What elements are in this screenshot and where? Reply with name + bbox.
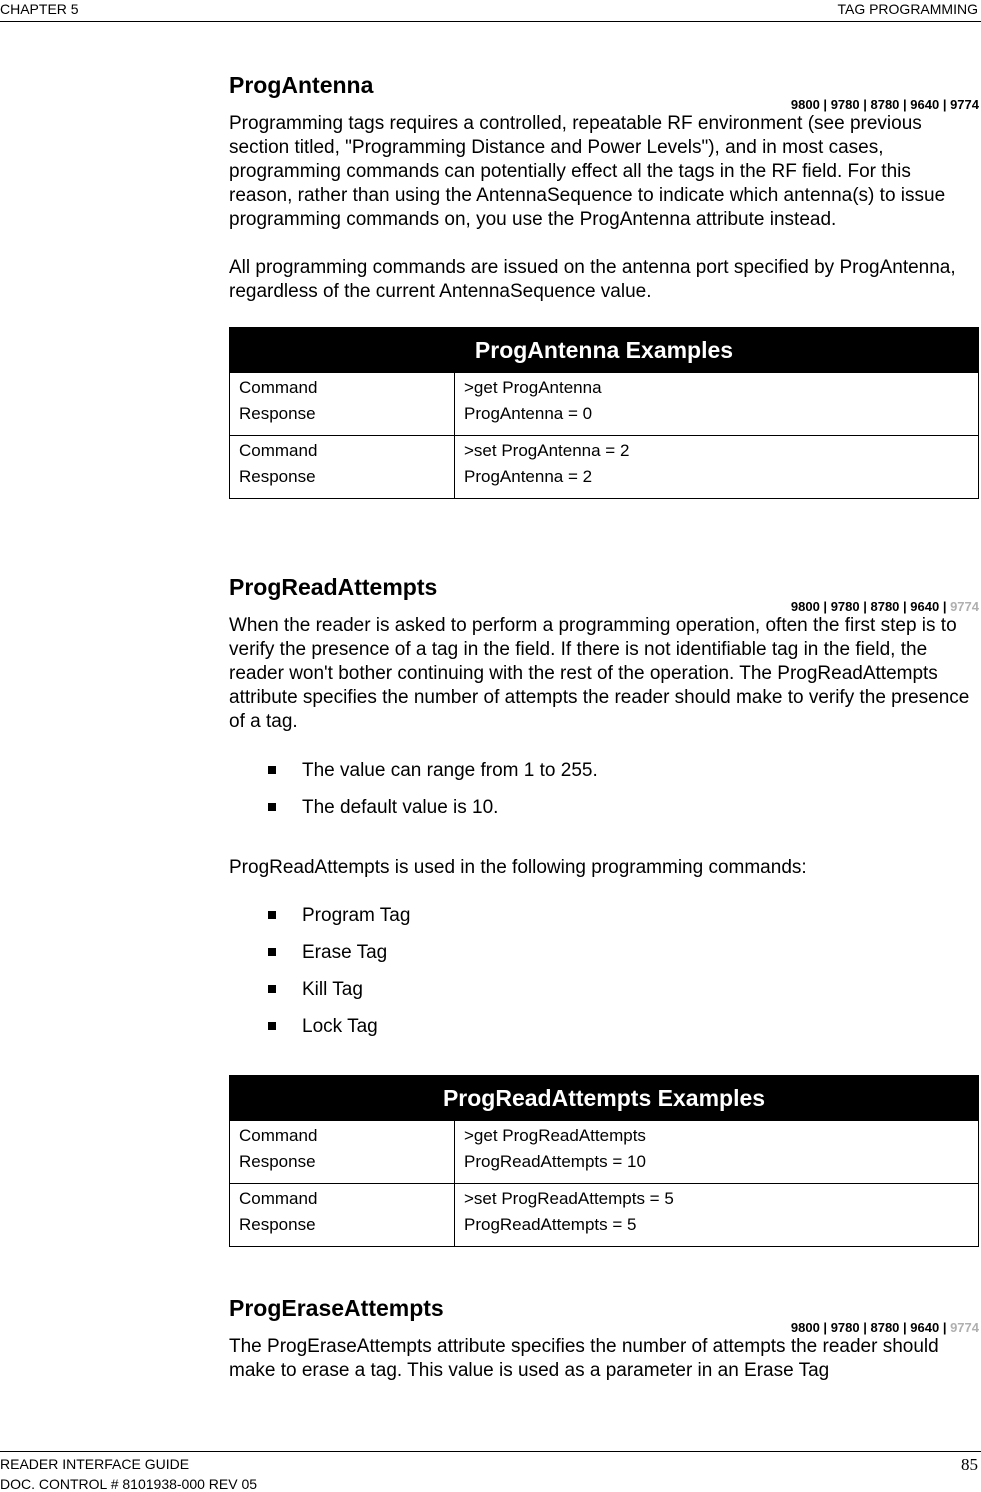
model: 9640 bbox=[910, 1320, 940, 1335]
row-value: >get ProgReadAttempts bbox=[464, 1126, 646, 1145]
row-label: Response bbox=[239, 467, 316, 486]
section-title: ProgEraseAttempts bbox=[229, 1295, 444, 1321]
paragraph: The ProgEraseAttempts attribute specifies the number of attempts the reader should make to erase a tag. This value is used as a parameter in an Erase Tag bbox=[229, 1336, 939, 1381]
section-label: TAG PROGRAMMING bbox=[837, 1, 978, 17]
section-progantenna bbox=[229, 72, 979, 499]
row-value: >set ProgReadAttempts = 5 bbox=[464, 1189, 674, 1208]
model: 9640 bbox=[910, 97, 940, 112]
table-row bbox=[230, 436, 979, 499]
model: 9780 bbox=[830, 97, 860, 112]
page-footer bbox=[0, 1451, 981, 1492]
doc-control: DOC. CONTROL # 8101938-000 REV 05 bbox=[0, 1476, 258, 1492]
model: 8780 bbox=[870, 599, 900, 614]
row-value: ProgAntenna = 2 bbox=[464, 467, 593, 486]
model: 9780 bbox=[830, 1320, 860, 1335]
model: 9640 bbox=[910, 599, 940, 614]
bullet-list bbox=[229, 759, 979, 820]
model: 9774 bbox=[950, 97, 979, 112]
row-value: ProgReadAttempts = 10 bbox=[464, 1152, 646, 1171]
model-list: 9800 | 9780 | 8780 | 9640 | 9774 bbox=[790, 1320, 979, 1335]
page-header bbox=[0, 0, 981, 22]
list-item: The default value is 10. bbox=[229, 796, 979, 820]
examples-table bbox=[229, 1075, 979, 1247]
model-unsupported: 9774 bbox=[950, 599, 979, 614]
model: 9800 bbox=[790, 97, 820, 112]
model: 8780 bbox=[870, 1320, 900, 1335]
section-progreadattempts bbox=[229, 574, 979, 1247]
chapter-label: CHAPTER 5 bbox=[0, 1, 79, 17]
model: 9780 bbox=[830, 599, 860, 614]
row-value: >set ProgAntenna = 2 bbox=[464, 441, 630, 460]
table-row bbox=[230, 373, 979, 436]
row-value: ProgReadAttempts = 5 bbox=[464, 1215, 637, 1234]
row-label: Response bbox=[239, 404, 316, 423]
paragraph: All programming commands are issued on the antenna port specified by ProgAntenna, regardless of the current AntennaSequence value. bbox=[229, 257, 956, 302]
table-row bbox=[230, 1121, 979, 1184]
row-value: >get ProgAntenna bbox=[464, 378, 602, 397]
list-item: Program Tag bbox=[229, 904, 979, 928]
table-row bbox=[230, 1184, 979, 1247]
row-label: Command bbox=[239, 378, 318, 397]
model-unsupported: 9774 bbox=[950, 1320, 979, 1335]
paragraph: ProgReadAttempts is used in the following programming commands: bbox=[229, 857, 807, 878]
paragraph: When the reader is asked to perform a programming operation, often the first step is to verify the presence of a tag in the field. If there is not identifiable tag in the field, the reader won't bother continuing with the rest of the operation. The ProgReadAttempts attribute specifies the number of attempts the reader should make to verify the presence of a tag. bbox=[229, 615, 970, 732]
examples-table bbox=[229, 327, 979, 499]
row-label: Command bbox=[239, 441, 318, 460]
model-list: 9800 | 9780 | 8780 | 9640 | 9774 bbox=[790, 97, 979, 112]
row-value: ProgAntenna = 0 bbox=[464, 404, 593, 423]
model: 9800 bbox=[790, 1320, 820, 1335]
table-title: ProgAntenna Examples bbox=[230, 328, 979, 373]
section-title: ProgAntenna bbox=[229, 72, 374, 98]
list-item: Erase Tag bbox=[229, 941, 979, 965]
row-label: Command bbox=[239, 1126, 318, 1145]
model: 9800 bbox=[790, 599, 820, 614]
guide-title: READER INTERFACE GUIDE bbox=[0, 1456, 190, 1472]
table-title: ProgReadAttempts Examples bbox=[230, 1076, 979, 1121]
page-number: 85 bbox=[961, 1455, 978, 1474]
bullet-list bbox=[229, 904, 979, 1039]
row-label: Command bbox=[239, 1189, 318, 1208]
section-title: ProgReadAttempts bbox=[229, 574, 438, 600]
model-list: 9800 | 9780 | 8780 | 9640 | 9774 bbox=[790, 599, 979, 614]
list-item: The value can range from 1 to 255. bbox=[229, 759, 979, 783]
paragraph: Programming tags requires a controlled, repeatable RF environment (see previous section titled, "Programming Distance and Power Levels"), and in most cases, programming commands can potentially effect all the tags in the RF field. For this reason, rather than using the AntennaSequence to indicate which antenna(s) to issue programming commands on, you use the ProgAntenna attribute instead. bbox=[229, 113, 946, 230]
list-item: Lock Tag bbox=[229, 1015, 979, 1039]
model: 8780 bbox=[870, 97, 900, 112]
list-item: Kill Tag bbox=[229, 978, 979, 1002]
row-label: Response bbox=[239, 1152, 316, 1171]
section-progeraseattempts bbox=[229, 1295, 979, 1383]
row-label: Response bbox=[239, 1215, 316, 1234]
